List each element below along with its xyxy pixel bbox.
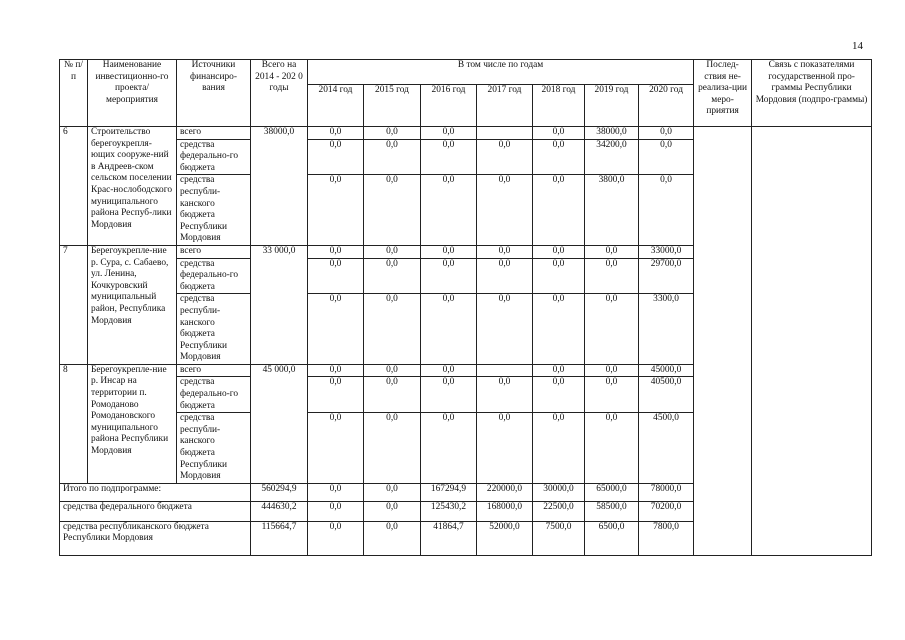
value-cell: 0,0 [308,245,364,258]
project-name: Берегоукрепле-ние р. Сура, с. Сабаево, ул. Ленина, Кочкуровский муниципальный район, Республика Мордовия [88,245,177,364]
year-header: 2015 год [364,85,421,127]
source-cell: средства республи-канского бюджета Республики Мордовия [177,413,251,484]
value-cell: 0,0 [533,377,585,413]
value-cell: 0,0 [477,175,533,246]
project-name: Берегоукрепле-ние р. Инсар на территории п. Ромоданово Ромодановского муниципального района Республики Мордовия [88,364,177,483]
value-cell: 0,0 [585,413,639,484]
value-cell: 0,0 [308,175,364,246]
project-total: 38000,0 [251,127,308,246]
total-value: 30000,0 [533,483,585,501]
total-value: 0,0 [364,501,421,521]
year-header: 2016 год [421,85,477,127]
source-cell: всего [177,127,251,140]
total-value: 22500,0 [533,501,585,521]
total-label: Итого по подпрограмме: [60,483,251,501]
total-value: 58500,0 [585,501,639,521]
value-cell: 0,0 [585,294,639,365]
value-cell: 0,0 [308,139,364,175]
value-cell: 0,0 [533,258,585,294]
value-cell: 0,0 [421,258,477,294]
project-total: 45 000,0 [251,364,308,483]
total-label: средства республиканского бюджета Республики Мордовия [60,521,251,555]
value-cell: 40500,0 [639,377,694,413]
header-link: Связь с показателями государственной про-граммы Республики Мордовия (подпро-граммы) [752,60,872,127]
total-value: 7800,0 [639,521,694,555]
value-cell: 0,0 [421,245,477,258]
value-cell: 0,0 [477,294,533,365]
source-cell: всего [177,245,251,258]
source-cell: средства федерально-го бюджета [177,139,251,175]
value-cell: 0,0 [364,377,421,413]
total-value: 65000,0 [585,483,639,501]
header-num: № п/п [60,60,88,127]
value-cell [477,127,533,140]
value-cell: 0,0 [421,364,477,377]
value-cell: 0,0 [308,127,364,140]
value-cell: 45000,0 [639,364,694,377]
value-cell: 0,0 [585,364,639,377]
value-cell: 0,0 [533,139,585,175]
value-cell: 0,0 [421,127,477,140]
total-sum: 560294,9 [251,483,308,501]
value-cell: 33000,0 [639,245,694,258]
total-value: 167294,9 [421,483,477,501]
header-consequences: Послед-ствия не-реализа-ции меро-приятия [694,60,752,127]
page-number: 14 [852,40,863,52]
value-cell: 0,0 [364,175,421,246]
value-cell: 0,0 [308,364,364,377]
total-value: 41864,7 [421,521,477,555]
total-value: 168000,0 [477,501,533,521]
value-cell: 0,0 [421,377,477,413]
value-cell: 0,0 [533,127,585,140]
source-cell: средства федерально-го бюджета [177,258,251,294]
value-cell: 0,0 [585,258,639,294]
total-value: 7500,0 [533,521,585,555]
year-header: 2017 год [477,85,533,127]
total-value: 6500,0 [585,521,639,555]
value-cell: 0,0 [364,364,421,377]
value-cell: 0,0 [585,245,639,258]
total-value: 0,0 [308,483,364,501]
header-by-years: В том числе по годам [308,60,694,85]
value-cell: 0,0 [364,127,421,140]
header-name: Наименование инвестиционно-го проекта/ мероприятия [88,60,177,127]
source-cell: средства республи-канского бюджета Республики Мордовия [177,175,251,246]
value-cell: 0,0 [421,294,477,365]
source-cell: средства республи-канского бюджета Республики Мордовия [177,294,251,365]
value-cell: 0,0 [477,139,533,175]
total-sum: 115664,7 [251,521,308,555]
value-cell: 38000,0 [585,127,639,140]
total-value: 78000,0 [639,483,694,501]
total-value: 70200,0 [639,501,694,521]
value-cell: 0,0 [364,139,421,175]
source-cell: всего [177,364,251,377]
year-header: 2020 год [639,85,694,127]
value-cell: 0,0 [533,364,585,377]
header-source: Источники финансиро-вания [177,60,251,127]
value-cell: 0,0 [639,127,694,140]
value-cell: 4500,0 [639,413,694,484]
year-header: 2019 год [585,85,639,127]
value-cell: 29700,0 [639,258,694,294]
total-value: 0,0 [364,521,421,555]
total-label: средства федерального бюджета [60,501,251,521]
source-cell: средства федерально-го бюджета [177,377,251,413]
value-cell: 0,0 [364,258,421,294]
project-total: 33 000,0 [251,245,308,364]
total-value: 52000,0 [477,521,533,555]
value-cell: 0,0 [639,175,694,246]
value-cell: 0,0 [364,245,421,258]
total-value: 0,0 [308,521,364,555]
value-cell: 0,0 [308,258,364,294]
value-cell: 0,0 [477,245,533,258]
link-cell [752,127,872,556]
project-num: 6 [60,127,88,246]
value-cell: 0,0 [477,258,533,294]
value-cell: 3300,0 [639,294,694,365]
value-cell: 3800,0 [585,175,639,246]
value-cell: 0,0 [421,175,477,246]
value-cell: 0,0 [308,377,364,413]
value-cell: 0,0 [477,413,533,484]
total-value: 125430,2 [421,501,477,521]
total-sum: 444630,2 [251,501,308,521]
value-cell: 0,0 [308,294,364,365]
year-header: 2014 год [308,85,364,127]
value-cell: 34200,0 [585,139,639,175]
value-cell: 0,0 [308,413,364,484]
value-cell: 0,0 [364,294,421,365]
value-cell: 0,0 [533,245,585,258]
value-cell: 0,0 [421,413,477,484]
total-value: 0,0 [364,483,421,501]
investment-table [59,59,872,556]
consequences-cell [694,127,752,556]
project-num: 8 [60,364,88,483]
project-num: 7 [60,245,88,364]
total-value: 220000,0 [477,483,533,501]
value-cell: 0,0 [533,413,585,484]
value-cell: 0,0 [533,294,585,365]
value-cell: 0,0 [421,139,477,175]
year-header: 2018 год [533,85,585,127]
value-cell: 0,0 [533,175,585,246]
header-total: Всего на 2014 - 202 0 годы [251,60,308,127]
value-cell: 0,0 [364,413,421,484]
value-cell: 0,0 [639,139,694,175]
value-cell [477,364,533,377]
value-cell: 0,0 [477,377,533,413]
value-cell: 0,0 [585,377,639,413]
total-value: 0,0 [308,501,364,521]
project-name: Строительство берегоукрепля-ющих сооруже-ний в Андреев-ском сельском поселении Крас-нослободского муниципального района Респуб-лики Мордовия [88,127,177,246]
